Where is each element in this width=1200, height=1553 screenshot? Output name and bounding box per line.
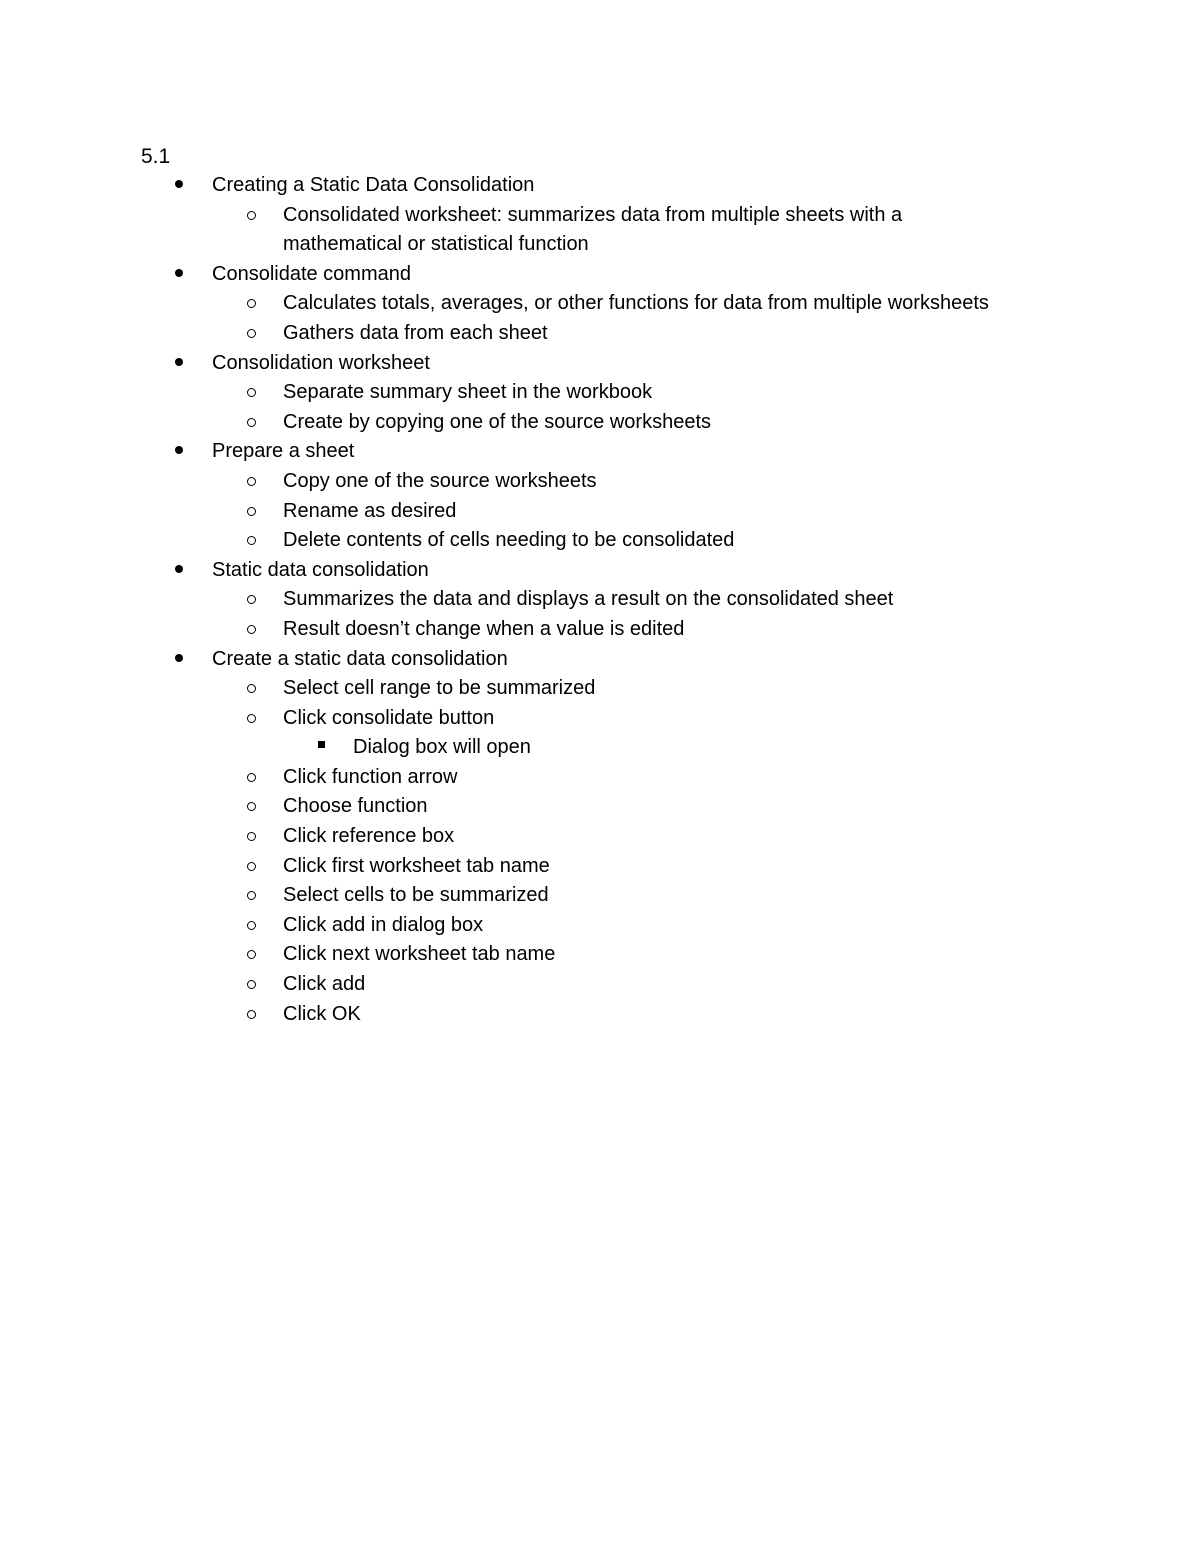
list-item-text: Select cell range to be summarized xyxy=(283,677,596,700)
bullet-shape xyxy=(175,358,183,366)
bullet-shape xyxy=(247,477,256,486)
hollow-circle-bullet-icon xyxy=(247,289,256,319)
hollow-circle-bullet-icon xyxy=(247,201,256,231)
hollow-circle-bullet-icon xyxy=(247,940,256,970)
list-item-level-2 xyxy=(0,822,1200,852)
hollow-circle-bullet-icon xyxy=(247,526,256,556)
list-item-level-1 xyxy=(0,645,1200,675)
bullet-shape xyxy=(247,950,256,959)
bullet-shape xyxy=(247,684,256,693)
list-item-text: Prepare a sheet xyxy=(212,440,355,463)
list-item-text: Consolidate command xyxy=(212,262,411,285)
list-item-level-2 xyxy=(0,704,1200,734)
bullet-shape xyxy=(247,714,256,723)
list-item-level-2 xyxy=(0,497,1200,527)
list-item-level-2 xyxy=(0,792,1200,822)
hollow-circle-bullet-icon xyxy=(247,852,256,882)
list-item-text: Result doesn’t change when a value is edited xyxy=(283,617,685,640)
list-item-text: Click next worksheet tab name xyxy=(283,943,556,966)
list-item-text: Click function arrow xyxy=(283,765,458,788)
filled-bullet-icon xyxy=(175,556,183,586)
hollow-circle-bullet-icon xyxy=(247,615,256,645)
bullet-shape xyxy=(175,269,183,277)
bullet-shape xyxy=(175,565,183,573)
bullet-shape xyxy=(247,418,256,427)
bullet-shape xyxy=(247,862,256,871)
list-item-text: Create a static data consolidation xyxy=(212,647,508,670)
list-item-text: Click OK xyxy=(283,1002,361,1025)
list-item-text: Click consolidate button xyxy=(283,706,495,729)
hollow-circle-bullet-icon xyxy=(247,585,256,615)
hollow-circle-bullet-icon xyxy=(247,408,256,438)
list-item-text: Click first worksheet tab name xyxy=(283,854,550,877)
list-item-text: Click add xyxy=(283,973,366,996)
bullet-shape xyxy=(247,891,256,900)
bullet-shape xyxy=(247,329,256,338)
list-item-text: Static data consolidation xyxy=(212,558,429,581)
list-item-level-1 xyxy=(0,349,1200,379)
list-item-text: Rename as desired xyxy=(283,499,457,522)
list-item-text: Click add in dialog box xyxy=(283,913,484,936)
hollow-circle-bullet-icon xyxy=(247,970,256,1000)
bullet-shape xyxy=(247,1010,256,1019)
bullet-shape xyxy=(175,446,183,454)
list-item-text: Copy one of the source worksheets xyxy=(283,469,597,492)
bullet-shape xyxy=(318,741,325,748)
hollow-circle-bullet-icon xyxy=(247,1000,256,1030)
hollow-circle-bullet-icon xyxy=(247,378,256,408)
filled-bullet-icon xyxy=(175,349,183,379)
hollow-circle-bullet-icon xyxy=(247,704,256,734)
list-item-level-2 xyxy=(0,1000,1200,1030)
list-item-text: Delete contents of cells needing to be consolidated xyxy=(283,529,735,552)
bullet-shape xyxy=(247,536,256,545)
list-item-level-2 xyxy=(0,881,1200,911)
list-item-level-2 xyxy=(0,526,1200,556)
list-item-level-1 xyxy=(0,260,1200,290)
list-item-level-2 xyxy=(0,467,1200,497)
list-item-level-2 xyxy=(0,378,1200,408)
hollow-circle-bullet-icon xyxy=(247,467,256,497)
list-item-level-2 xyxy=(0,763,1200,793)
hollow-circle-bullet-icon xyxy=(247,792,256,822)
list-item-level-2 xyxy=(0,289,1200,319)
bullet-shape xyxy=(247,507,256,516)
list-item-level-2 xyxy=(0,201,1200,231)
bullet-shape xyxy=(247,921,256,930)
list-item-level-1 xyxy=(0,171,1200,201)
list-item-text: Calculates totals, averages, or other functions for data from multiple worksheets xyxy=(283,292,989,315)
bullet-outline xyxy=(0,171,1200,1029)
list-item-text: Gathers data from each sheet xyxy=(283,321,548,344)
list-item-text: Choose function xyxy=(283,795,428,818)
list-item-text: Create by copying one of the source worksheets xyxy=(283,410,712,433)
filled-bullet-icon xyxy=(175,645,183,675)
list-item-level-2 xyxy=(0,674,1200,704)
hollow-circle-bullet-icon xyxy=(247,763,256,793)
list-item-level-1 xyxy=(0,437,1200,467)
square-bullet-icon xyxy=(318,733,325,763)
bullet-shape xyxy=(247,802,256,811)
bullet-shape xyxy=(175,654,183,662)
list-item-level-1 xyxy=(0,556,1200,586)
bullet-shape xyxy=(247,211,256,220)
bullet-shape xyxy=(247,625,256,634)
list-item-text: Creating a Static Data Consolidation xyxy=(212,174,535,196)
list-item-continuation xyxy=(0,230,1200,260)
section-heading: 5.1 xyxy=(141,145,171,168)
list-item-level-2 xyxy=(0,319,1200,349)
bullet-shape xyxy=(247,980,256,989)
list-item-level-2 xyxy=(0,615,1200,645)
filled-bullet-icon xyxy=(175,437,183,467)
bullet-shape xyxy=(175,180,183,188)
list-item-text: Select cells to be summarized xyxy=(283,884,549,907)
list-item-level-2 xyxy=(0,408,1200,438)
bullet-shape xyxy=(247,388,256,397)
hollow-circle-bullet-icon xyxy=(247,881,256,911)
hollow-circle-bullet-icon xyxy=(247,674,256,704)
bullet-shape xyxy=(247,773,256,782)
list-item-level-2 xyxy=(0,852,1200,882)
filled-bullet-icon xyxy=(175,171,183,201)
list-item-text: Dialog box will open xyxy=(353,736,531,759)
hollow-circle-bullet-icon xyxy=(247,822,256,852)
list-item-level-2 xyxy=(0,911,1200,941)
list-item-text: Click reference box xyxy=(283,825,455,848)
list-item-level-2 xyxy=(0,940,1200,970)
list-item-level-2 xyxy=(0,970,1200,1000)
list-item-text: Consolidation worksheet xyxy=(212,351,430,374)
list-item-level-3 xyxy=(0,733,1200,763)
hollow-circle-bullet-icon xyxy=(247,911,256,941)
hollow-circle-bullet-icon xyxy=(247,497,256,527)
list-item-level-2 xyxy=(0,585,1200,615)
list-item-text: Summarizes the data and displays a result on the consolidated sheet xyxy=(283,588,894,611)
list-item-text: mathematical or statistical function xyxy=(283,233,589,256)
hollow-circle-bullet-icon xyxy=(247,319,256,349)
bullet-shape xyxy=(247,299,256,308)
filled-bullet-icon xyxy=(175,260,183,290)
bullet-shape xyxy=(247,595,256,604)
list-item-text: Separate summary sheet in the workbook xyxy=(283,381,653,404)
bullet-shape xyxy=(247,832,256,841)
list-item-text: Consolidated worksheet: summarizes data from multiple sheets with a xyxy=(283,203,903,226)
